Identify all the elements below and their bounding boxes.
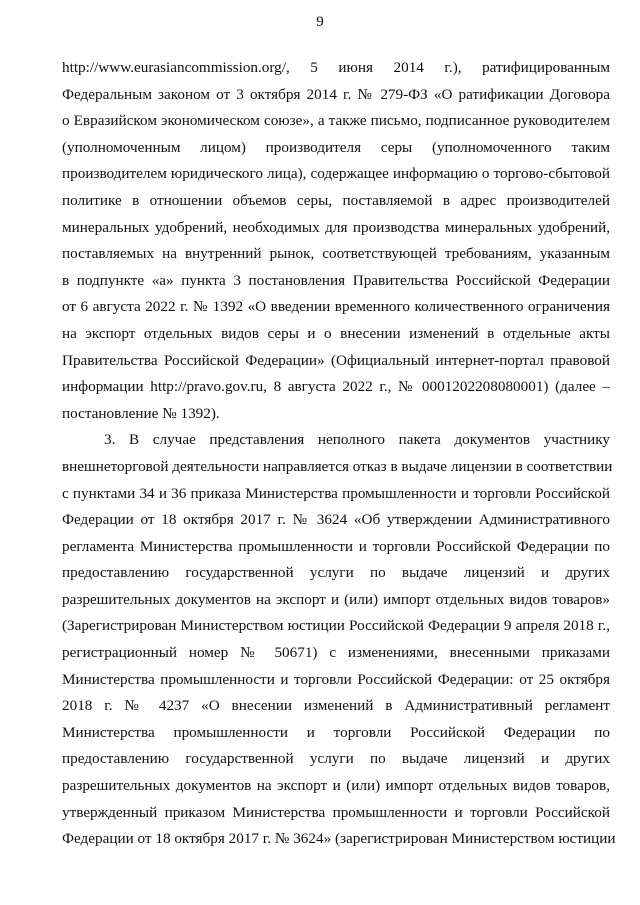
text-line: в подпункте «а» пункта 3 постановления Правительства Российской Федерации (62, 271, 610, 289)
text-line: постановление № 1392). (62, 404, 220, 422)
text-line: предоставлению государственной услуги по выдаче лицензий и других (62, 750, 610, 768)
text-line: политике в отношении объемов серы, поставляемой в адрес производителей (62, 191, 610, 209)
text-line: (уполномоченным лицом) производителя серы (уполномоченного таким (62, 138, 610, 156)
text-line: о Евразийском экономическом союзе», а также письмо, подписанное руководителем (62, 112, 610, 130)
page-number: 9 (316, 14, 324, 30)
text-line: http://www.eurasiancommission.org/, 5 июня 2014 г.), ратифицированным (62, 59, 610, 76)
text-line: от 6 августа 2022 г. № 1392 «О введении временного количественного ограничения (62, 298, 610, 316)
text-line: производителем юридического лица), содержащее информацию о торгово-сбытовой (62, 165, 610, 183)
text-line: информации http://pravo.gov.ru, 8 августа 2022 г., № 0001202208080001) (далее – (62, 378, 610, 396)
text-line: регламента Министерства промышленности и торговли Российской Федерации по (62, 537, 610, 555)
text-line: разрешительных документов на экспорт и (или) импорт отдельных видов товаров, (62, 777, 610, 795)
text-line: разрешительных документов на экспорт и (или) импорт отдельных видов товаров» (62, 590, 610, 608)
text-line: Федерации от 18 октября 2017 г. № 3624» (зарегистрирован Министерством юстиции (62, 830, 616, 848)
text-line: предоставлению государственной услуги по выдаче лицензий и других (62, 564, 610, 582)
text-line: внешнеторговой деятельности направляется отказ в выдаче лицензии в соответствии (62, 457, 613, 475)
paragraph-start-line: 3. В случае представления неполного пакета документов участнику (104, 431, 610, 449)
text-line: Министерства промышленности и торговли Российской Федерации по (62, 723, 610, 741)
text-line: с пунктами 34 и 36 приказа Министерства промышленности и торговли Российской (62, 484, 610, 502)
text-line: регистрационный номер № 50671) с изменениями, внесенными приказами (62, 644, 610, 662)
document-body (62, 55, 616, 853)
text-line: поставляемых на внутренний рынок, соответствующей требованиям, указанным (62, 245, 610, 263)
text-line: Федеральным законом от 3 октября 2014 г. № 279-ФЗ «О ратификации Договора (62, 85, 610, 103)
text-line: Федерации от 18 октября 2017 г. № 3624 «Об утверждении Административного (62, 511, 610, 529)
text-line: Правительства Российской Федерации» (Официальный интернет-портал правовой (62, 351, 610, 369)
text-line: 2018 г. № 4237 «О внесении изменений в Административный регламент (62, 697, 610, 715)
text-line: на экспорт отдельных видов серы и о внесении изменений в отдельные акты (62, 324, 610, 342)
text-line: утвержденный приказом Министерства промышленности и торговли Российской (62, 803, 610, 821)
text-line: Министерства промышленности и торговли Российской Федерации: от 25 октября (62, 670, 610, 688)
text-line: (Зарегистрирован Министерством юстиции Российской Федерации 9 апреля 2018 г., (62, 617, 610, 635)
text-line: минеральных удобрений, необходимых для производства минеральных удобрений, (62, 218, 610, 236)
